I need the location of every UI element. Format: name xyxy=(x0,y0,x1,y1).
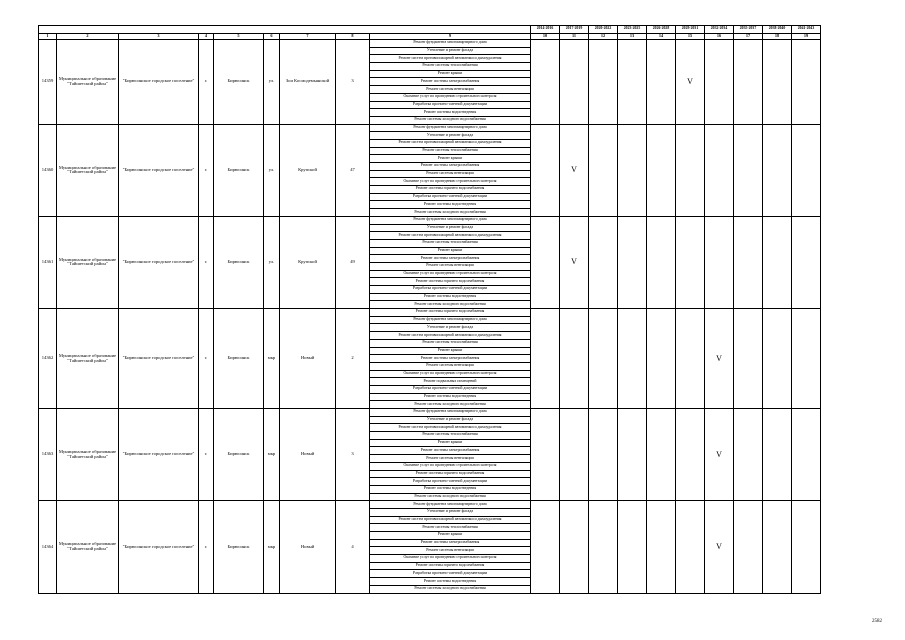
period-cell xyxy=(792,40,821,125)
period-cell xyxy=(560,409,589,501)
work-item: Утепление и ремонт фасада xyxy=(370,132,531,140)
column-number-cell: 4 xyxy=(199,33,214,40)
settlement-cell: "Бирюсинское городское поселение" xyxy=(119,409,199,501)
settlement-cell: "Бирюсинское городское поселение" xyxy=(119,124,199,216)
work-item: Ремонт системы горячего водоснабжения xyxy=(370,309,531,317)
house-number-cell: 49 xyxy=(336,216,370,308)
period-mark-cell: V xyxy=(560,124,589,216)
column-number-cell: 11 xyxy=(560,33,589,40)
house-number-cell: 3 xyxy=(336,409,370,501)
municipality-cell: Муниципальное образование "Тайшетский район" xyxy=(57,40,119,125)
city-cell: Бирюсинск xyxy=(214,409,264,501)
work-item: Разработка проектно-сметной документации xyxy=(370,286,531,294)
work-item: Ремонт систем противопожарной автоматики и дымоудаления xyxy=(370,55,531,63)
work-item: Разработка проектно-сметной документации xyxy=(370,385,531,393)
work-item: Оказание услуг по проведению строительного контроля xyxy=(370,270,531,278)
street-type-cell: ул. xyxy=(264,124,280,216)
work-item: Ремонт систем противопожарной автоматики и дымоудаления xyxy=(370,232,531,240)
work-item: Утепление и ремонт фасада xyxy=(370,47,531,55)
period-cell xyxy=(792,216,821,308)
work-item: Ремонт системы горячего водоснабжения xyxy=(370,470,531,478)
period-cell xyxy=(531,409,560,501)
work-item: Ремонт системы горячего водоснабжения xyxy=(370,562,531,570)
period-cell xyxy=(705,40,734,125)
settlement-cell: "Бирюсинское городское поселение" xyxy=(119,40,199,125)
period-cell xyxy=(792,409,821,501)
period-cell xyxy=(647,124,676,216)
period-cell xyxy=(560,501,589,593)
column-number-cell: 17 xyxy=(734,33,763,40)
period-cell xyxy=(618,309,647,409)
street-type-cell: ул. xyxy=(264,216,280,308)
work-item: Ремонт системы электроснабжения xyxy=(370,78,531,86)
period-header-cell: 2029-2031 xyxy=(676,26,705,34)
period-cell xyxy=(647,501,676,593)
work-item: Ремонт системы холодного водоснабжения xyxy=(370,401,531,409)
work-item: Ремонт системы холодного водоснабжения xyxy=(370,301,531,309)
work-item: Ремонт системы водоотведения xyxy=(370,485,531,493)
street-cell: Новый xyxy=(280,309,336,409)
work-item: Утепление и ремонт фасада xyxy=(370,324,531,332)
period-cell xyxy=(647,40,676,125)
period-mark-cell: V xyxy=(676,40,705,125)
work-item: Ремонт фундамента многоквартирного дома xyxy=(370,409,531,417)
work-item: Ремонт системы вентиляции xyxy=(370,262,531,270)
period-mark-cell: V xyxy=(705,501,734,593)
work-item: Ремонт системы электроснабжения xyxy=(370,355,531,363)
column-number-cell: 6 xyxy=(264,33,280,40)
work-item: Утепление и ремонт фасада xyxy=(370,416,531,424)
period-cell xyxy=(763,309,792,409)
work-item: Ремонт системы холодного водоснабжения xyxy=(370,493,531,501)
work-item: Ремонт системы водоотведения xyxy=(370,393,531,401)
municipality-cell: Муниципальное образование "Тайшетский район" xyxy=(57,409,119,501)
period-cell xyxy=(763,40,792,125)
work-item: Ремонт системы электроснабжения xyxy=(370,163,531,171)
work-item: Разработка проектно-сметной документации xyxy=(370,193,531,201)
house-number-cell: 47 xyxy=(336,124,370,216)
work-item: Ремонт системы холодного водоснабжения xyxy=(370,209,531,217)
city-cell: Бирюсинск xyxy=(214,124,264,216)
work-item: Ремонт подвальных помещений xyxy=(370,378,531,386)
period-mark-cell: V xyxy=(705,309,734,409)
work-item: Ремонт систем противопожарной автоматики и дымоудаления xyxy=(370,139,531,147)
table-row xyxy=(39,124,821,132)
period-cell xyxy=(560,40,589,125)
work-item: Ремонт системы водоотведения xyxy=(370,293,531,301)
work-item: Ремонт системы теплоснабжения xyxy=(370,239,531,247)
period-cell xyxy=(589,501,618,593)
column-number-cell: 12 xyxy=(589,33,618,40)
period-cell xyxy=(647,216,676,308)
locality-type-cell: г. xyxy=(199,40,214,125)
column-number-cell: 10 xyxy=(531,33,560,40)
period-header-cell: 2026-2028 xyxy=(647,26,676,34)
period-cell xyxy=(763,409,792,501)
work-item: Ремонт фундамента многоквартирного дома xyxy=(370,216,531,224)
column-number-cell: 1 xyxy=(39,33,57,40)
work-item: Оказание услуг по проведению строительного контроля xyxy=(370,93,531,101)
work-item: Ремонт системы вентиляции xyxy=(370,86,531,94)
period-cell xyxy=(705,124,734,216)
house-number-cell: 2 xyxy=(336,309,370,409)
municipality-cell: Муниципальное образование "Тайшетский район" xyxy=(57,124,119,216)
column-number-cell: 14 xyxy=(647,33,676,40)
period-header-cell: 2032-2034 xyxy=(705,26,734,34)
period-cell xyxy=(763,124,792,216)
period-cell xyxy=(734,124,763,216)
period-cell xyxy=(618,40,647,125)
period-cell xyxy=(618,409,647,501)
work-item: Ремонт системы водоотведения xyxy=(370,109,531,117)
work-item: Утепление и ремонт фасада xyxy=(370,224,531,232)
period-cell xyxy=(705,216,734,308)
table-row xyxy=(39,216,821,224)
municipality-cell: Муниципальное образование "Тайшетский район" xyxy=(57,309,119,409)
period-cell xyxy=(589,40,618,125)
period-cell xyxy=(589,409,618,501)
period-cell xyxy=(618,216,647,308)
street-cell: Крупской xyxy=(280,216,336,308)
period-cell xyxy=(531,40,560,125)
work-item: Ремонт крыши xyxy=(370,70,531,78)
column-number-cell: 16 xyxy=(705,33,734,40)
period-mark-cell: V xyxy=(705,409,734,501)
column-number-cell: 13 xyxy=(618,33,647,40)
work-item: Ремонт фундамента многоквартирного дома xyxy=(370,124,531,132)
column-number-cell: 5 xyxy=(214,33,264,40)
record-id-cell: 14363 xyxy=(39,409,57,501)
street-cell: Зои Космодемьянской xyxy=(280,40,336,125)
table-body xyxy=(39,40,821,594)
period-header-cell: 2014-2016 xyxy=(531,26,560,34)
period-cell xyxy=(763,216,792,308)
work-item: Оказание услуг по проведению строительного контроля xyxy=(370,462,531,470)
period-cell xyxy=(531,501,560,593)
period-header-cell: 2020-2022 xyxy=(589,26,618,34)
work-item: Ремонт крыши xyxy=(370,347,531,355)
period-cell xyxy=(618,501,647,593)
period-cell xyxy=(676,309,705,409)
house-number-cell: 4 xyxy=(336,501,370,593)
work-item: Ремонт системы теплоснабжения xyxy=(370,524,531,532)
work-item: Ремонт системы горячего водоснабжения xyxy=(370,278,531,286)
work-item: Ремонт системы теплоснабжения xyxy=(370,339,531,347)
record-id-cell: 14360 xyxy=(39,124,57,216)
work-item: Ремонт крыши xyxy=(370,155,531,163)
period-header-cell: 2017-2019 xyxy=(560,26,589,34)
table-row xyxy=(39,501,821,509)
work-item: Ремонт системы вентиляции xyxy=(370,547,531,555)
period-cell xyxy=(734,216,763,308)
record-id-cell: 14359 xyxy=(39,40,57,125)
locality-type-cell: г. xyxy=(199,124,214,216)
period-mark-cell: V xyxy=(560,216,589,308)
record-id-cell: 14364 xyxy=(39,501,57,593)
work-item: Ремонт системы водоотведения xyxy=(370,578,531,586)
locality-type-cell: г. xyxy=(199,309,214,409)
period-cell xyxy=(531,216,560,308)
period-cell xyxy=(618,124,647,216)
period-cell xyxy=(560,309,589,409)
period-cell xyxy=(531,124,560,216)
work-item: Оказание услуг по проведению строительного контроля xyxy=(370,178,531,186)
period-cell xyxy=(647,309,676,409)
column-number-cell: 19 xyxy=(792,33,821,40)
period-cell xyxy=(792,124,821,216)
work-item: Утепление и ремонт фасада xyxy=(370,508,531,516)
table-row xyxy=(39,40,821,48)
house-number-cell: 3 xyxy=(336,40,370,125)
period-header-cell: 2023-2025 xyxy=(618,26,647,34)
record-id-cell: 14361 xyxy=(39,216,57,308)
work-item: Разработка проектно-сметной документации xyxy=(370,101,531,109)
period-header-cell: 2038-2040 xyxy=(763,26,792,34)
work-item: Ремонт фундамента многоквартирного дома xyxy=(370,316,531,324)
work-item: Ремонт систем противопожарной автоматики и дымоудаления xyxy=(370,332,531,340)
work-item: Ремонт системы вентиляции xyxy=(370,455,531,463)
street-type-cell: ул. xyxy=(264,40,280,125)
settlement-cell: "Бирюсинское городское поселение" xyxy=(119,501,199,593)
column-number-cell: 7 xyxy=(280,33,336,40)
period-cell xyxy=(734,409,763,501)
locality-type-cell: г. xyxy=(199,409,214,501)
period-cell xyxy=(589,216,618,308)
table-row xyxy=(39,409,821,417)
work-item: Ремонт системы холодного водоснабжения xyxy=(370,585,531,593)
street-type-cell: мкр xyxy=(264,309,280,409)
work-item: Ремонт крыши xyxy=(370,439,531,447)
city-cell: Бирюсинск xyxy=(214,309,264,409)
period-cell xyxy=(676,124,705,216)
work-item: Ремонт системы водоотведения xyxy=(370,201,531,209)
work-item: Ремонт системы горячего водоснабжения xyxy=(370,186,531,194)
work-item: Ремонт системы электроснабжения xyxy=(370,539,531,547)
city-cell: Бирюсинск xyxy=(214,501,264,593)
column-number-cell: 2 xyxy=(57,33,119,40)
work-item: Ремонт системы теплоснабжения xyxy=(370,63,531,71)
street-cell: Новый xyxy=(280,409,336,501)
work-item: Ремонт системы электроснабжения xyxy=(370,447,531,455)
municipality-cell: Муниципальное образование "Тайшетский район" xyxy=(57,216,119,308)
street-cell: Новый xyxy=(280,501,336,593)
work-item: Ремонт системы электроснабжения xyxy=(370,255,531,263)
period-cell xyxy=(647,409,676,501)
header-blank-cell xyxy=(39,26,531,34)
locality-type-cell: г. xyxy=(199,216,214,308)
page-number: 2582 xyxy=(872,619,882,624)
record-id-cell: 14362 xyxy=(39,309,57,409)
street-type-cell: мкр xyxy=(264,409,280,501)
period-header-row xyxy=(39,26,821,34)
column-number-cell: 3 xyxy=(119,33,199,40)
work-item: Ремонт крыши xyxy=(370,532,531,540)
city-cell: Бирюсинск xyxy=(214,216,264,308)
period-cell xyxy=(676,409,705,501)
period-cell xyxy=(734,40,763,125)
column-number-cell: 8 xyxy=(336,33,370,40)
settlement-cell: "Бирюсинское городское поселение" xyxy=(119,309,199,409)
period-header-cell: 2035-2037 xyxy=(734,26,763,34)
period-cell xyxy=(531,309,560,409)
city-cell: Бирюсинск xyxy=(214,40,264,125)
column-number-cell: 9 xyxy=(370,33,531,40)
street-cell: Крупской xyxy=(280,124,336,216)
period-cell xyxy=(792,309,821,409)
settlement-cell: "Бирюсинское городское поселение" xyxy=(119,216,199,308)
work-item: Ремонт крыши xyxy=(370,247,531,255)
municipality-cell: Муниципальное образование "Тайшетский район" xyxy=(57,501,119,593)
work-item: Ремонт систем противопожарной автоматики и дымоудаления xyxy=(370,516,531,524)
work-item: Ремонт системы вентиляции xyxy=(370,362,531,370)
work-item: Ремонт системы вентиляции xyxy=(370,170,531,178)
locality-type-cell: г. xyxy=(199,501,214,593)
period-cell xyxy=(792,501,821,593)
period-cell xyxy=(676,501,705,593)
work-item: Ремонт системы теплоснабжения xyxy=(370,432,531,440)
work-item: Ремонт фундамента многоквартирного дома xyxy=(370,40,531,48)
capital-repair-table xyxy=(38,25,821,594)
work-item: Разработка проектно-сметной документации xyxy=(370,478,531,486)
work-item: Ремонт систем противопожарной автоматики и дымоудаления xyxy=(370,424,531,432)
work-item: Ремонт фундамента многоквартирного дома xyxy=(370,501,531,509)
period-cell xyxy=(763,501,792,593)
work-item: Разработка проектно-сметной документации xyxy=(370,570,531,578)
period-header-cell: 2041-2043 xyxy=(792,26,821,34)
work-item: Ремонт системы теплоснабжения xyxy=(370,147,531,155)
street-type-cell: мкр xyxy=(264,501,280,593)
period-cell xyxy=(589,309,618,409)
period-cell xyxy=(676,216,705,308)
column-number-cell: 18 xyxy=(763,33,792,40)
work-item: Оказание услуг по проведению строительного контроля xyxy=(370,555,531,563)
table-row xyxy=(39,309,821,317)
column-number-cell: 15 xyxy=(676,33,705,40)
period-cell xyxy=(734,309,763,409)
work-item: Ремонт системы холодного водоснабжения xyxy=(370,116,531,124)
period-cell xyxy=(589,124,618,216)
work-item: Оказание услуг по проведению строительного контроля xyxy=(370,370,531,378)
period-cell xyxy=(734,501,763,593)
